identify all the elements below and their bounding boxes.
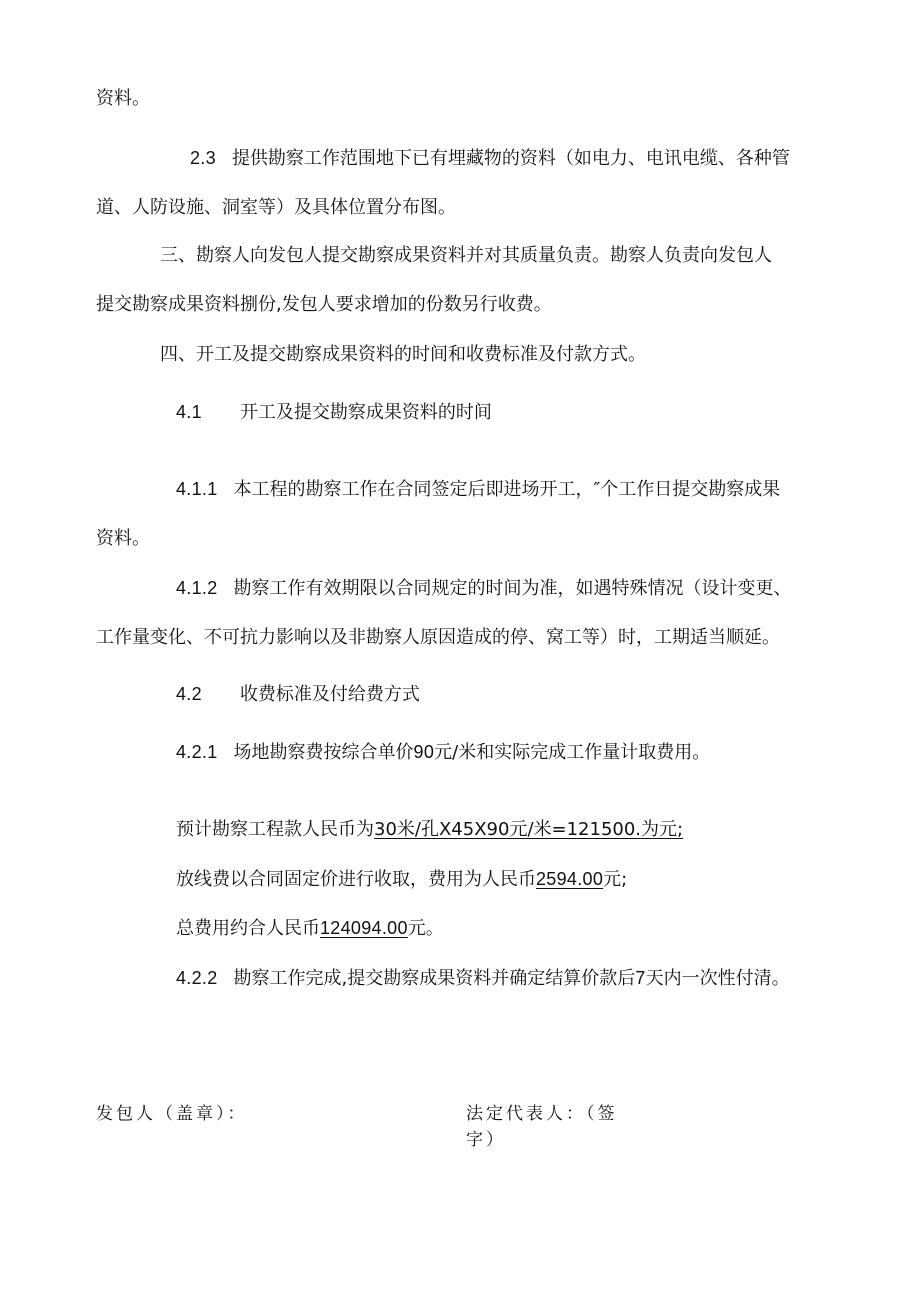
clause-4-2-2 [176,966,790,991]
clause-4-1-2-line-2 [96,626,780,650]
clause-text: 提供勘察工作范围地下已有埋藏物的资料（如电力、电讯电缆、各种管 [231,148,790,169]
section-text: 三、勘察人向发包人提交勘察成果资料并对其质量负责。勘察人负责向发包人 [160,245,772,266]
total-fee-line [176,916,444,941]
total-fee-amount: 124094.00 [320,918,408,938]
total-fee-label: 总费用约合人民币 [176,918,320,939]
clause-4-1 [176,400,492,425]
clause-text: 场地勘察费按综合单价 [233,742,414,763]
total-fee-unit: 元。 [407,918,444,939]
legal-representative-label-line-2 [466,1128,506,1152]
clause-number: 2.3 [190,148,216,168]
section-heading: 四、开工及提交勘察成果资料的时间和收费标准及付款方式。 [160,344,646,365]
clause-2-3-line-2 [96,196,456,220]
clause-4-1-2-line-1 [176,576,792,601]
payment-days: 7 [635,968,646,988]
representative-label: 字） [466,1130,506,1150]
clause-number: 4.1 [176,402,202,422]
clause-4-1-1-line-1 [176,477,780,502]
setout-fee-line [176,867,627,892]
setout-fee-label: 放线费以合同固定价进行收取，费用为人民币 [176,869,536,890]
clause-text: 勘察工作完成,提交勘察成果资料并确定结算价款后 [233,968,636,989]
setout-fee-unit: 元; [603,869,628,890]
paragraph-continuation [96,87,150,111]
estimate-formula: 30米/孔X45X90元/米=121500.为元; [374,819,684,840]
employer-label: 发包人（盖章）： [96,1104,248,1124]
paragraph-text: 资料。 [96,88,150,109]
clause-text: 道、人防设施、洞室等）及具体位置分布图。 [96,197,456,218]
clause-number: 4.2.1 [176,742,218,762]
clause-text: 收费标准及付给费方式 [239,684,420,705]
representative-label: 法定代表人：（签 [466,1104,618,1124]
section-text: 提交勘察成果资料捌份,发包人要求增加的份数另行收费。 [96,294,552,315]
section-4-heading [160,343,646,367]
clause-text: 勘察工作有效期限以合同规定的时间为准，如遇特殊情况（设计变更、 [233,578,792,599]
clause-text: 天内一次性付清。 [645,968,790,989]
clause-text: 开工及提交勘察成果资料的时间 [239,402,492,423]
clause-number: 4.1.1 [176,479,218,499]
setout-fee-amount: 2594.00 [536,869,604,889]
clause-text: 资料。 [96,528,150,549]
clause-4-2-1 [176,740,710,765]
estimate-label: 预计勘察工程款人民币为 [176,819,374,840]
legal-representative-label-line-1 [466,1102,618,1126]
clause-number: 4.2.2 [176,968,218,988]
clause-number: 4.1.2 [176,578,218,598]
estimate-line [176,818,683,842]
clause-text: 工作量变化、不可抗力影响以及非勘察人原因造成的停、窝工等）时，工期适当顺延。 [96,627,780,648]
unit-price: 90 [413,742,435,762]
clause-2-3-line-1 [190,146,790,171]
clause-text: 本工程的勘察工作在合同签定后即进场开工，″个工作日提交勘察成果 [233,479,781,500]
section-3-line-2 [96,293,552,317]
clause-4-1-1-line-2 [96,527,150,551]
clause-text: 元/米和实际完成工作量计取费用。 [434,742,711,763]
employer-seal-label [96,1102,248,1126]
section-3-line-1 [160,244,772,268]
clause-4-2 [176,682,420,707]
clause-number: 4.2 [176,684,202,704]
